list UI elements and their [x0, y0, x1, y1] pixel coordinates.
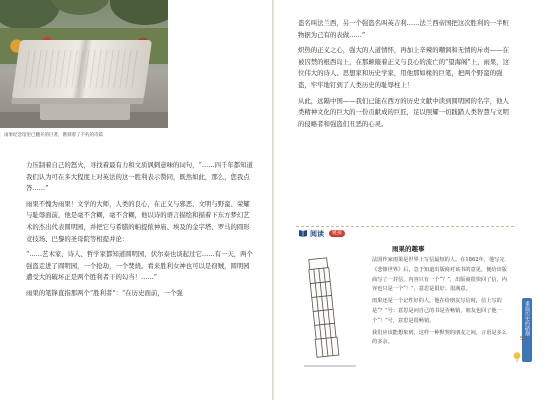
side-tab-label: 重温历史的硝烟 — [524, 301, 530, 336]
paragraph: 炽热的正义之心，强大的人道情怀，再加上辛辣的嘲讽和无情的斥责——在被囚禁的根西岛上，在那颠簸着正义与良心的流亡的“望海阁”上，雨果，这位伟大的诗人、思想家和历史学家，用他那如椽的巨笔，把两个野蛮的强盗，牢牢地钉到了人类历史的耻辱柱上！ — [298, 46, 510, 89]
chapter-side-tab — [522, 298, 532, 362]
reading-line: 我们应该能想象到，这样一种默契的朋友之间，言语是多么的多余。 — [372, 329, 507, 346]
reading-header — [296, 226, 514, 239]
reading-label: 阅读 — [310, 230, 324, 238]
paragraph: 雨果的笔锋直指那两个“胜利者”：“在历史面前，一个强 — [26, 288, 183, 297]
reading-line: 法国作家雨果是世界上写信最短的人。在1862年，他写完《悲惨世界》后，急于知道出版商对该书的意见，便给出版商写了一封信，内容只有一个“？”，出版商很快回了信，内容也只是一个“！”，意思是很好、很满意。 — [372, 257, 507, 293]
leaning-tower-illustration — [300, 246, 360, 374]
book-icon — [298, 228, 308, 237]
left-page — [0, 0, 272, 400]
paragraph: 力压制着自己的怒火，寻找着最有力和文质讽刺意味的词句，“……四千年都知道我们认为可在多大程度上对英法的这一胜利表示赞同，既然如此，那么，您我点答……” — [26, 161, 253, 193]
reading-tag: 链接 — [329, 230, 345, 237]
reading-title: 雨果的趣事 — [392, 245, 425, 253]
balloon-icon — [513, 352, 521, 362]
page-number: 53 — [520, 336, 527, 342]
paragraph: 从此，远隔中国——我们已能在西方的历史文献中读到圆明园的名字，他人类精神文化的巨大的一份贡献成的巨匠，足以照耀一切践踏人类智慧与文明的侵略者和强盗们丑恶的心灵。 — [298, 96, 509, 128]
memorial-photo — [0, 0, 168, 128]
reading-box — [296, 226, 514, 386]
right-body-text — [298, 18, 514, 130]
left-body-text — [26, 160, 254, 300]
photo-caption: 雨果纪念馆里已翻开的巨著，镌刻着了不朽的诗篇 — [4, 133, 103, 138]
reading-line: 雨果还是一个记性好的人。他在给朋友写信时，信上写的是“？”号：意思是问自己的书是否畅销，朋友也回了他一个“！”号，意思是很畅销。 — [372, 298, 502, 324]
paragraph: 盗名叫法兰西，另一个强盗名叫英吉利……法兰西帝国把这次胜利的一半赃物据为己有的表做……” — [298, 19, 509, 39]
paragraph: 雨果不愧为雨果！文学的大师，人类的良心，在正义与邪恶、文明与野蛮、荣耀与耻辱面前，他是毫不含糊，毫不含糊，他以诗的语言描绘和描着下东方梦幻艺术的杰出代表圆明园，并把它与希腊的帕提侬神庙、埃及的金字塔、罗马的圆形竞技场、巴黎的圣母院等相提并论： — [26, 199, 250, 243]
reading-text — [372, 256, 512, 348]
paragraph: “……艺术家、诗人、哲学家都知道圆明园，伏尔泰也谈起过它……有一天，两个强盗走进了圆明园，一个抢劫，一个焚烧。看来胜利女神也可以是窃贼，圆明园遭受大的破坏正是两个胜利者干的勾当！……” — [26, 250, 253, 282]
